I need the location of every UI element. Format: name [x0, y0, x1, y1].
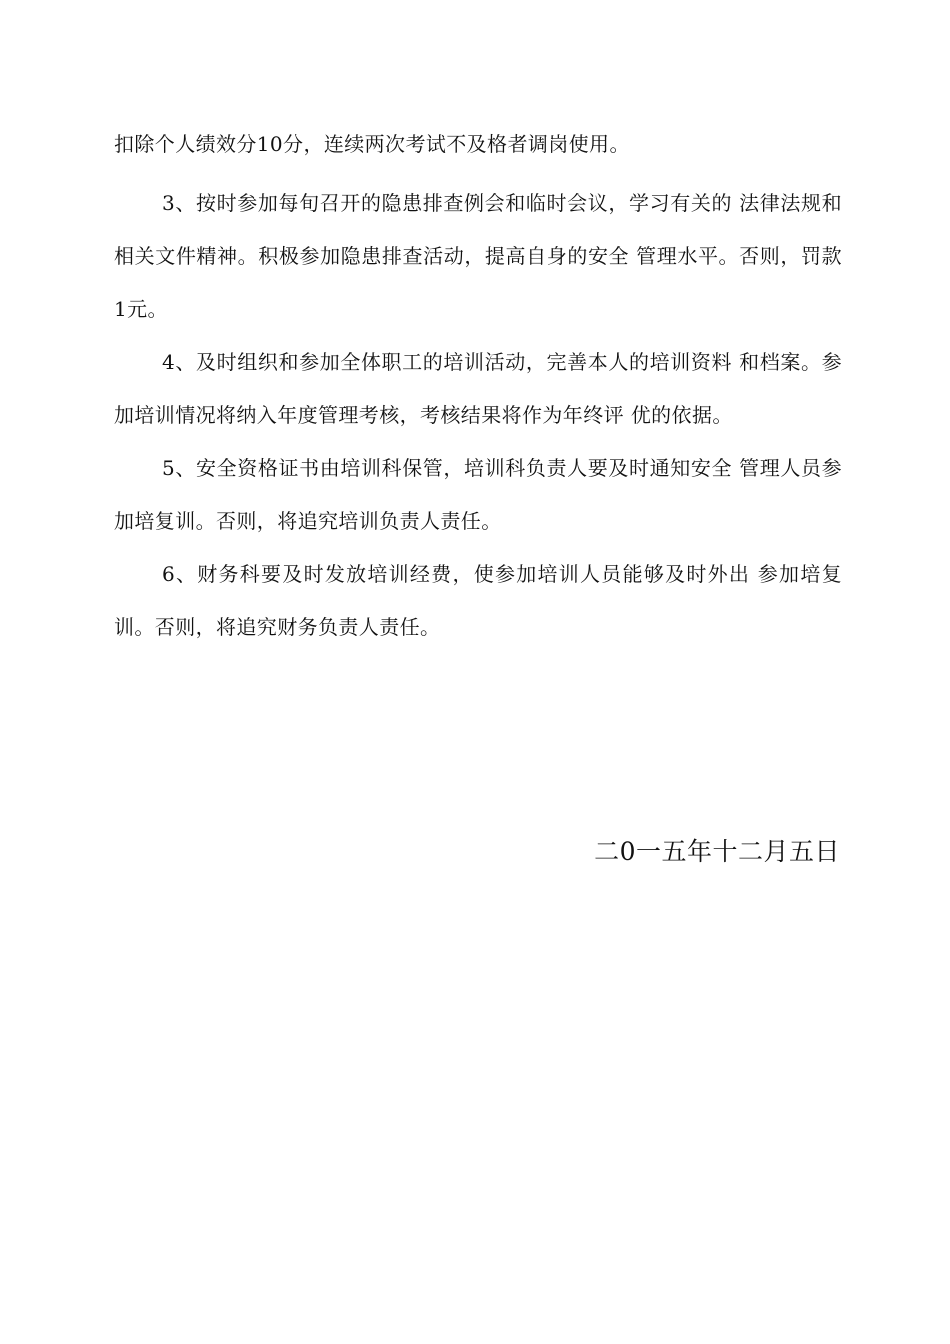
document-date: 二0一五年十二月五日 — [594, 837, 840, 866]
paragraph-continuation: 扣除个人绩效分10分，连续两次考试不及格者调岗使用。 — [114, 132, 630, 156]
paragraph-item-6: 6、财务科要及时发放培训经费，使参加培训人员能够及时外出 参加培复训。否则，将追究财务负责人责任。 — [114, 562, 842, 639]
paragraph-item-4: 4、及时组织和参加全体职工的培训活动，完善本人的培训资料 和档案。参加培训情况将纳入年度管理考核，考核结果将作为年终评 优的依据。 — [114, 350, 842, 427]
document-body — [114, 118, 842, 654]
paragraph-item-5: 5、安全资格证书由培训科保管，培训科负责人要及时通知安全 管理人员参加培复训。否则，将追究培训负责人责任。 — [114, 456, 842, 533]
paragraph-item-3: 3、按时参加每旬召开的隐患排查例会和临时会议，学习有关的 法律法规和相关文件精神。积极参加隐患排查活动，提高自身的安全 管理水平。否则，罚款1元。 — [114, 191, 842, 321]
